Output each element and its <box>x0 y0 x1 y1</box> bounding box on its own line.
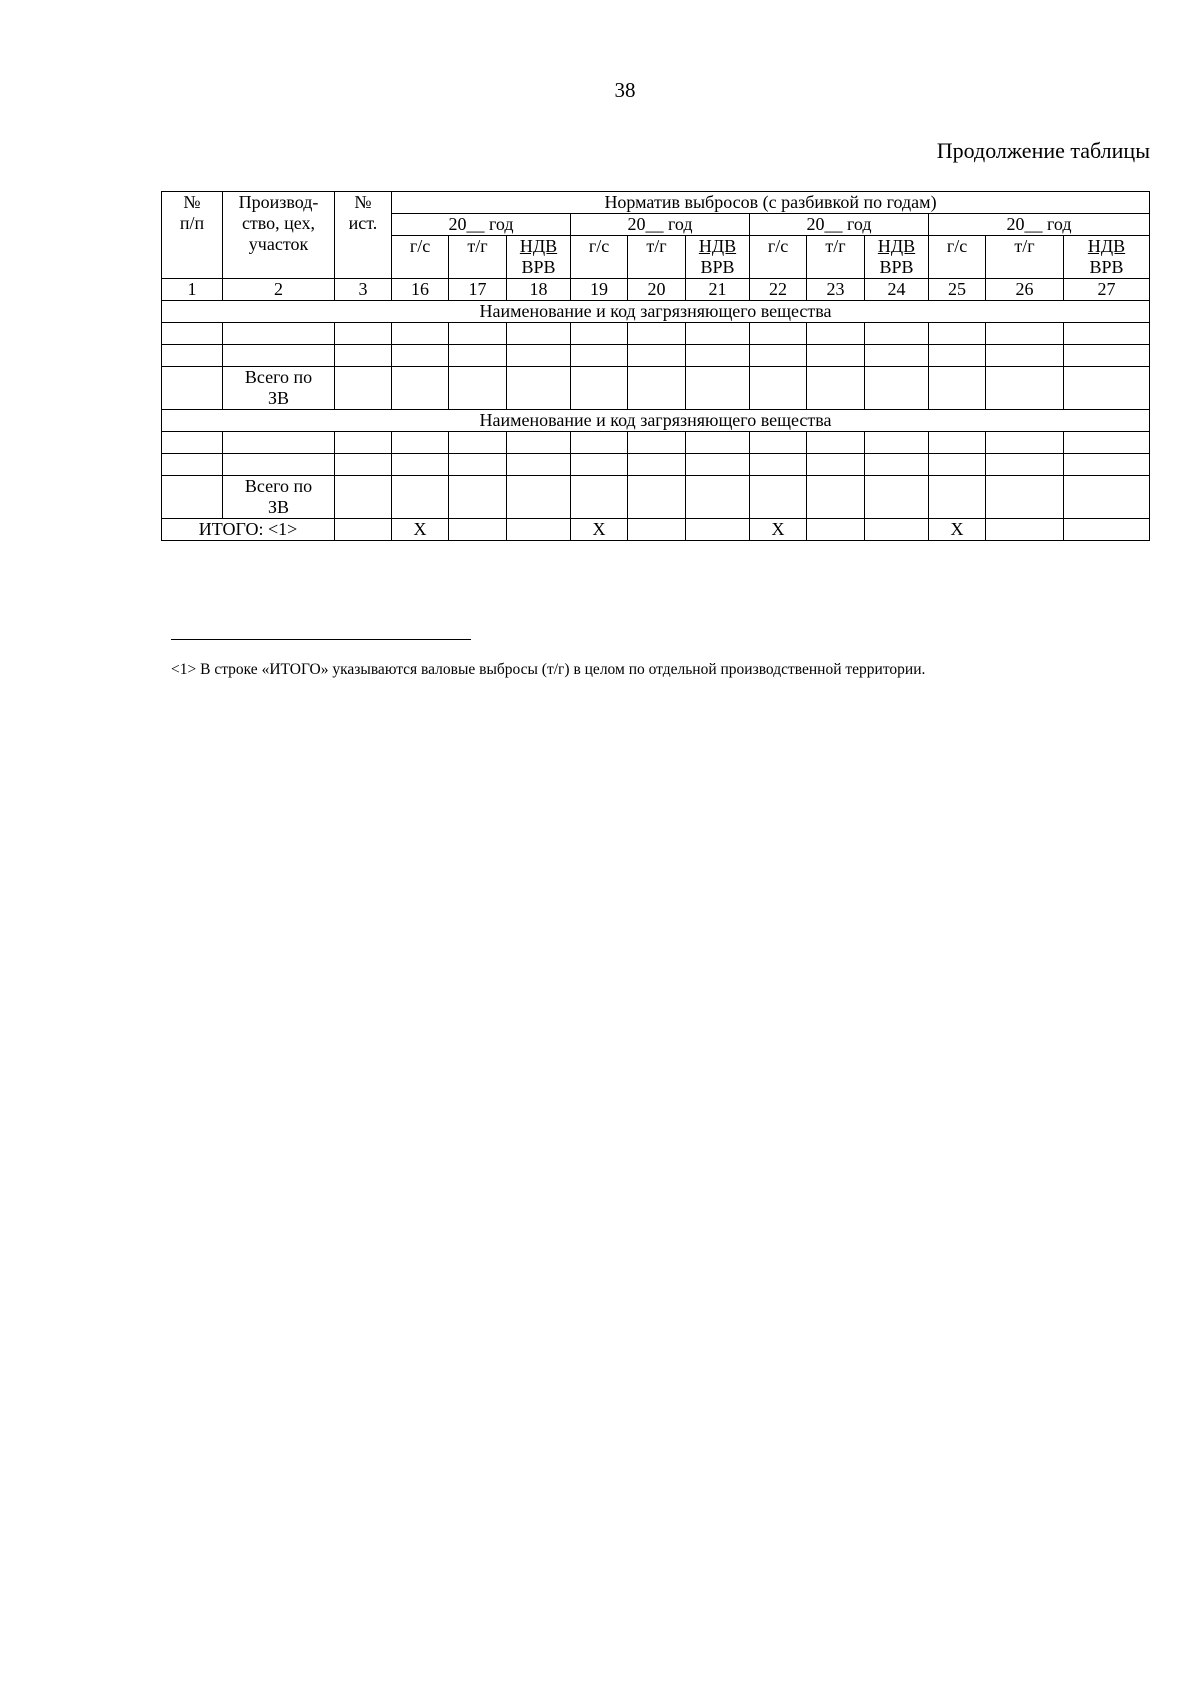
substance-row <box>162 301 1150 323</box>
col-header-number: № п/п <box>162 192 223 279</box>
column-number: 27 <box>1064 279 1150 301</box>
unit-ndv-vrv: НДВ ВРВ <box>507 236 571 279</box>
column-number: 1 <box>162 279 223 301</box>
page-number: 38 <box>614 78 636 102</box>
header-row-1 <box>162 192 1150 214</box>
year-header: 20__ год <box>750 214 929 236</box>
itogo-label: ИТОГО: <1> <box>162 519 335 541</box>
year-header: 20__ год <box>392 214 571 236</box>
substance-name-cell: Наименование и код загрязняющего вещества <box>162 410 1150 432</box>
total-by-substance-row <box>162 367 1150 410</box>
unit-ndv-vrv: НДВ ВРВ <box>1064 236 1150 279</box>
itogo-row <box>162 519 1150 541</box>
total-by-substance-label: Всего по ЗВ <box>223 476 335 519</box>
x-mark: X <box>392 519 449 541</box>
emission-norm-table <box>161 191 1150 541</box>
column-number: 2 <box>223 279 335 301</box>
year-header: 20__ год <box>571 214 750 236</box>
group-header: Норматив выбросов (с разбивкой по годам) <box>392 192 1150 214</box>
unit-gs: г/с <box>392 236 449 279</box>
column-number: 18 <box>507 279 571 301</box>
column-number: 19 <box>571 279 628 301</box>
unit-tg: т/г <box>807 236 865 279</box>
column-number: 26 <box>986 279 1064 301</box>
column-number: 17 <box>449 279 507 301</box>
total-by-substance-label: Всего по ЗВ <box>223 367 335 410</box>
unit-tg: т/г <box>628 236 686 279</box>
column-number-row <box>162 279 1150 301</box>
table-row <box>162 345 1150 367</box>
footnote-divider <box>171 639 471 640</box>
column-number: 22 <box>750 279 807 301</box>
column-number: 21 <box>686 279 750 301</box>
continuation-title: Продолжение таблицы <box>936 138 1150 163</box>
x-mark: X <box>929 519 986 541</box>
col-header-source: № ист. <box>335 192 392 279</box>
column-number: 24 <box>865 279 929 301</box>
unit-gs: г/с <box>750 236 807 279</box>
unit-gs: г/с <box>929 236 986 279</box>
table-row <box>162 454 1150 476</box>
column-number: 25 <box>929 279 986 301</box>
unit-tg: т/г <box>449 236 507 279</box>
unit-tg: т/г <box>986 236 1064 279</box>
x-mark: X <box>571 519 628 541</box>
substance-name-cell: Наименование и код загрязняющего вещества <box>162 301 1150 323</box>
unit-ndv-vrv: НДВ ВРВ <box>865 236 929 279</box>
column-number: 3 <box>335 279 392 301</box>
unit-gs: г/с <box>571 236 628 279</box>
col-header-production: Производ- ство, цех, участок <box>223 192 335 279</box>
substance-row <box>162 410 1150 432</box>
table-row <box>162 432 1150 454</box>
table-row <box>162 323 1150 345</box>
column-number: 23 <box>807 279 865 301</box>
column-number: 16 <box>392 279 449 301</box>
x-mark: X <box>750 519 807 541</box>
unit-ndv-vrv: НДВ ВРВ <box>686 236 750 279</box>
column-number: 20 <box>628 279 686 301</box>
footnote: <1> В строке «ИТОГО» указываются валовые выбросы (т/г) в целом по отдельной производственной территории. <box>171 661 926 678</box>
year-header: 20__ год <box>929 214 1150 236</box>
total-by-substance-row <box>162 476 1150 519</box>
